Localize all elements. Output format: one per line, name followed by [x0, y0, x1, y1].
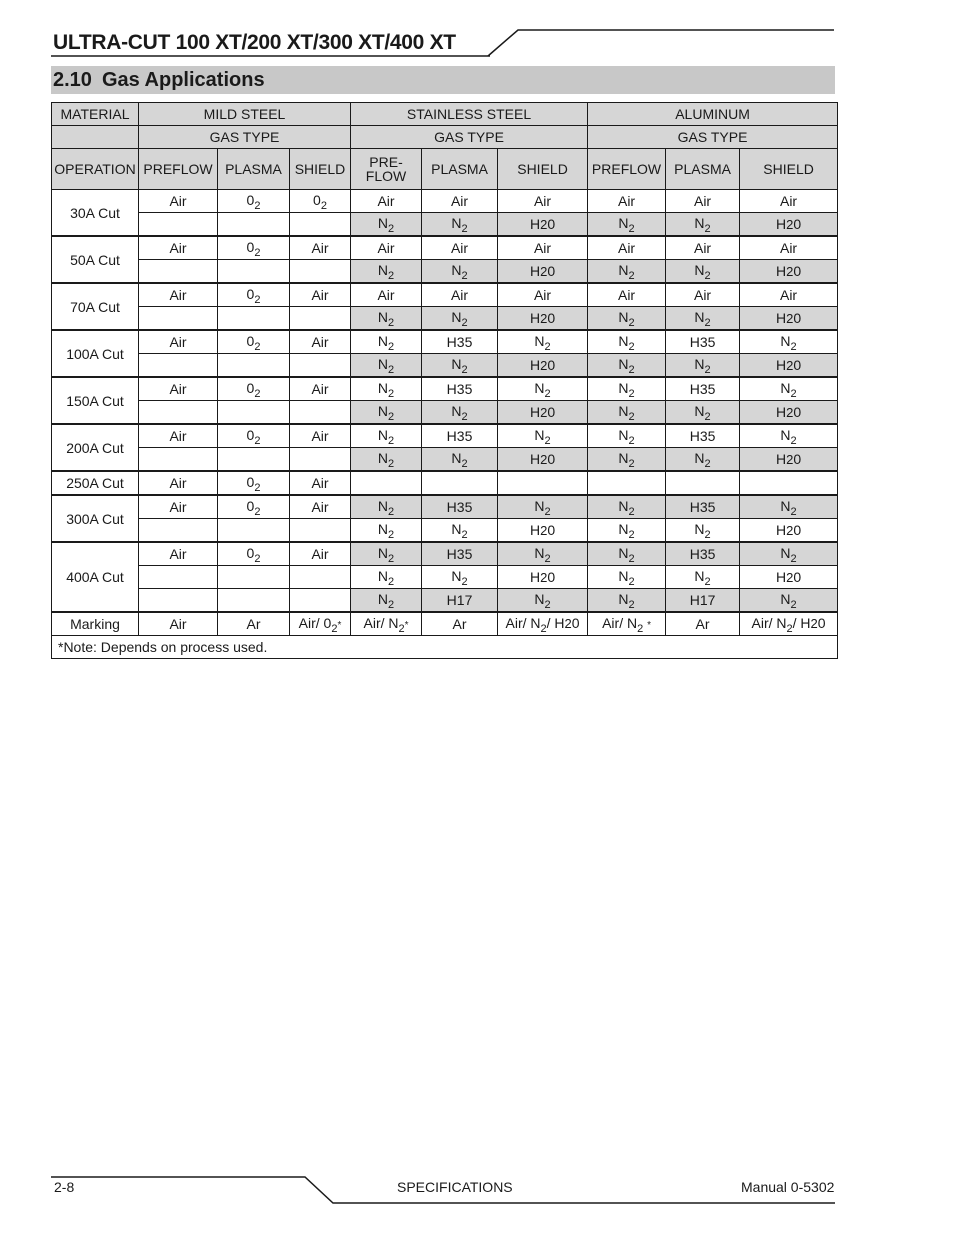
column-header: PLASMA — [218, 149, 290, 190]
column-header: SHIELD — [290, 149, 351, 190]
gas-cell: $N_2$ — [351, 377, 422, 401]
material-aluminum: ALUMINUM — [588, 103, 838, 126]
material-row — [52, 103, 838, 126]
gas-cell: $N_2$ — [351, 589, 422, 613]
gas-cell: $N_2$ — [498, 542, 588, 566]
gas-cell — [290, 448, 351, 472]
gas-cell — [139, 213, 218, 237]
gas-cell: H20 — [498, 401, 588, 425]
gas-cell — [740, 471, 838, 495]
gas-cell: H35 — [422, 495, 498, 519]
gas-cell — [139, 566, 218, 589]
gas-cell: Air/ $N_2/$ H20 — [740, 612, 838, 636]
gas-cell: Air — [139, 542, 218, 566]
gas-cell: $N_2$ — [588, 495, 666, 519]
gas-cell: $N_2$ — [498, 424, 588, 448]
gas-cell: H20 — [498, 448, 588, 472]
gas-cell: $N_2$ — [666, 213, 740, 237]
page-number: 2-8 — [54, 1179, 75, 1195]
gas-cell: Air — [422, 190, 498, 213]
table-row — [52, 495, 838, 519]
column-header: PRE- FLOW — [351, 149, 422, 190]
gas-cell — [139, 448, 218, 472]
section-title: Gas Applications — [101, 69, 265, 91]
gas-cell — [351, 471, 422, 495]
gas-cell: $N_2$ — [588, 401, 666, 425]
gas-cell: H17 — [422, 589, 498, 613]
gas-cell: $N_2$ — [351, 213, 422, 237]
table-row — [52, 354, 838, 378]
gas-cell: Air — [498, 283, 588, 307]
gas-cell: Air — [498, 190, 588, 213]
gas-cell: $N_2$ — [351, 307, 422, 331]
gas-cell — [139, 401, 218, 425]
gas-cell: Air/ $N_2/$ H20 — [498, 612, 588, 636]
gas-cell: Air — [740, 190, 838, 213]
gas-cell: $N_2$ — [351, 495, 422, 519]
material-stainless-steel: STAINLESS STEEL — [351, 103, 588, 126]
footer-section: SPECIFICATIONS — [397, 1179, 513, 1195]
gas-cell: Air — [666, 190, 740, 213]
column-header-row — [52, 149, 838, 190]
gas-cell: $N_2$ — [351, 542, 422, 566]
gas-cell — [498, 471, 588, 495]
gas-cell: H20 — [740, 566, 838, 589]
gas-cell: $N_2$ — [351, 260, 422, 284]
gas-cell: H20 — [740, 213, 838, 237]
gas-cell: H35 — [422, 330, 498, 354]
gas-cell: Air — [139, 377, 218, 401]
gas-cell — [218, 260, 290, 284]
gas-cell: $N_2$ — [740, 424, 838, 448]
gas-cell: $N_2$ — [740, 542, 838, 566]
gas-cell: Air — [351, 236, 422, 260]
table-row — [52, 190, 838, 213]
table-row — [52, 213, 838, 237]
gas-cell: H35 — [422, 377, 498, 401]
operation-cell: 250A Cut — [52, 471, 139, 495]
gas-cell: $N_2$ — [740, 589, 838, 613]
gas-cell: H35 — [422, 542, 498, 566]
table-row — [52, 519, 838, 543]
table-row — [52, 283, 838, 307]
gas-cell: Air — [351, 283, 422, 307]
gas-cell: $0_2$ — [218, 330, 290, 354]
gas-cell: H20 — [498, 213, 588, 237]
gas-cell: $N_2$ — [588, 377, 666, 401]
gas-cell: H20 — [740, 260, 838, 284]
gas-cell: $N_2$ — [740, 495, 838, 519]
gas-cell: $N_2$ — [666, 519, 740, 543]
gas-cell: $N_2$ — [351, 566, 422, 589]
gas-cell — [290, 589, 351, 613]
gas-cell: $N_2$ — [588, 330, 666, 354]
gas-cell: H35 — [666, 424, 740, 448]
gas-cell: Air — [290, 330, 351, 354]
gas-cell: Air — [139, 424, 218, 448]
gas-cell — [139, 589, 218, 613]
table-row — [52, 448, 838, 472]
gas-cell — [290, 213, 351, 237]
gas-cell: $N_2$ — [666, 566, 740, 589]
empty-cell — [52, 126, 139, 149]
gas-cell — [218, 589, 290, 613]
gas-cell: Air — [139, 330, 218, 354]
gas-cell: $N_2$ — [351, 330, 422, 354]
gas-cell: $0_2$ — [218, 283, 290, 307]
gas-cell: $N_2$ — [422, 307, 498, 331]
gas-cell: $N_2$ — [422, 260, 498, 284]
table-row — [52, 612, 838, 636]
gas-cell: $N_2$ — [588, 566, 666, 589]
gas-cell: H20 — [498, 566, 588, 589]
gas-cell: Air — [290, 471, 351, 495]
gas-cell: $N_2$ — [422, 519, 498, 543]
gas-cell — [422, 471, 498, 495]
gas-cell: Air — [740, 236, 838, 260]
gas-cell: $N_2$ — [666, 307, 740, 331]
gas-cell: $N_2$ — [666, 448, 740, 472]
gas-applications-table — [51, 102, 838, 659]
gas-cell: H17 — [666, 589, 740, 613]
table-row — [52, 424, 838, 448]
gas-cell: $N_2$ — [740, 377, 838, 401]
table-body — [52, 190, 838, 636]
gas-cell: Air — [666, 236, 740, 260]
gas-cell: $0_2$ — [218, 471, 290, 495]
gas-cell: Air — [422, 236, 498, 260]
gas-cell — [139, 307, 218, 331]
gas-cell: $N_2$ — [351, 448, 422, 472]
gas-cell: $N_2$ — [422, 354, 498, 378]
gas-cell: Air — [139, 190, 218, 213]
table-row — [52, 589, 838, 613]
gas-cell: H35 — [422, 424, 498, 448]
manual-title: ULTRA-CUT 100 XT/200 XT/300 XT/400 XT — [53, 31, 456, 54]
column-header: PREFLOW — [588, 149, 666, 190]
gas-cell: $N_2$ — [588, 519, 666, 543]
operation-cell: 400A Cut — [52, 542, 139, 612]
gas-cell: H35 — [666, 377, 740, 401]
operation-cell: 50A Cut — [52, 236, 139, 283]
gas-cell: $N_2$ — [588, 542, 666, 566]
gas-cell: $N_2$ — [666, 401, 740, 425]
operation-cell: Marking — [52, 612, 139, 636]
operation-label: OPERATION — [52, 149, 139, 190]
gas-cell: $N_2$ — [588, 589, 666, 613]
gas-cell: Air — [351, 190, 422, 213]
gas-cell — [290, 566, 351, 589]
gas-cell: $N_2$ — [422, 401, 498, 425]
operation-cell: 300A Cut — [52, 495, 139, 542]
gas-cell — [139, 260, 218, 284]
gas-cell: $N_2$ — [588, 213, 666, 237]
table-row — [52, 542, 838, 566]
gas-cell: H20 — [740, 401, 838, 425]
gas-cell: $N_2$ — [351, 354, 422, 378]
gas-cell — [290, 307, 351, 331]
gas-cell: Air — [588, 283, 666, 307]
gas-type-row — [52, 126, 838, 149]
table-row — [52, 330, 838, 354]
gas-cell: Air — [588, 190, 666, 213]
gas-cell: Air — [666, 283, 740, 307]
column-header: SHIELD — [740, 149, 838, 190]
gas-cell: $N_2$ — [498, 589, 588, 613]
gas-cell: $N_2$ — [351, 401, 422, 425]
gas-cell: $N_2$ — [666, 260, 740, 284]
gas-cell: $N_2$ — [588, 354, 666, 378]
gas-cell: Ar — [422, 612, 498, 636]
table-row — [52, 377, 838, 401]
gas-cell — [218, 566, 290, 589]
gas-cell: H35 — [666, 330, 740, 354]
gas-cell: H20 — [498, 307, 588, 331]
table-row — [52, 260, 838, 284]
gas-cell: Air/ $N_2$ * — [588, 612, 666, 636]
gas-cell: $N_2$ — [422, 448, 498, 472]
material-mild-steel: MILD STEEL — [139, 103, 351, 126]
table-note: *Note: Depends on process used. — [52, 636, 838, 659]
section-number: 2.10 — [53, 69, 92, 91]
gas-cell — [218, 519, 290, 543]
gas-cell: Air — [139, 495, 218, 519]
gas-cell: Ar — [666, 612, 740, 636]
table-row — [52, 566, 838, 589]
gas-type-label: GAS TYPE — [139, 126, 351, 149]
gas-cell: H20 — [740, 354, 838, 378]
gas-cell: $N_2$ — [351, 424, 422, 448]
gas-cell — [290, 354, 351, 378]
gas-cell — [290, 519, 351, 543]
gas-cell: $N_2$ — [588, 448, 666, 472]
gas-cell: Air/ $N_2*$ — [351, 612, 422, 636]
gas-cell: $N_2$ — [588, 307, 666, 331]
gas-cell — [290, 260, 351, 284]
operation-cell: 150A Cut — [52, 377, 139, 424]
gas-cell: Air — [498, 236, 588, 260]
gas-cell: H20 — [740, 519, 838, 543]
gas-cell: Ar — [218, 612, 290, 636]
gas-cell: H20 — [498, 354, 588, 378]
gas-cell: Air — [422, 283, 498, 307]
gas-cell: H35 — [666, 542, 740, 566]
gas-cell: $N_2$ — [422, 213, 498, 237]
gas-cell: Air — [290, 283, 351, 307]
table-row — [52, 307, 838, 331]
gas-cell: $N_2$ — [422, 566, 498, 589]
gas-cell — [218, 401, 290, 425]
operation-cell: 200A Cut — [52, 424, 139, 471]
gas-cell: Air — [139, 236, 218, 260]
gas-cell: $N_2$ — [498, 377, 588, 401]
gas-cell: $0_2$ — [218, 190, 290, 213]
gas-cell: H20 — [498, 260, 588, 284]
gas-cell: Air — [139, 612, 218, 636]
table-row — [52, 236, 838, 260]
gas-cell: $N_2$ — [588, 260, 666, 284]
gas-cell — [218, 213, 290, 237]
gas-cell: Air — [290, 542, 351, 566]
column-header: SHIELD — [498, 149, 588, 190]
gas-cell: H20 — [498, 519, 588, 543]
gas-cell: $N_2$ — [351, 519, 422, 543]
gas-cell: Air — [740, 283, 838, 307]
material-label: MATERIAL — [52, 103, 139, 126]
column-header: PREFLOW — [139, 149, 218, 190]
gas-cell: $0_2$ — [218, 424, 290, 448]
gas-cell: Air — [139, 471, 218, 495]
gas-cell — [139, 354, 218, 378]
gas-cell: H35 — [666, 495, 740, 519]
gas-cell: $N_2$ — [498, 330, 588, 354]
gas-cell: Air — [290, 236, 351, 260]
operation-cell: 30A Cut — [52, 190, 139, 237]
gas-cell — [666, 471, 740, 495]
gas-cell: Air — [588, 236, 666, 260]
column-header: PLASMA — [422, 149, 498, 190]
gas-type-label: GAS TYPE — [351, 126, 588, 149]
table-row — [52, 471, 838, 495]
gas-cell: H20 — [740, 307, 838, 331]
gas-cell: $0_2$ — [218, 495, 290, 519]
gas-cell: $0_2$ — [218, 377, 290, 401]
note-row — [52, 636, 838, 659]
gas-cell — [218, 448, 290, 472]
gas-cell: Air — [139, 283, 218, 307]
gas-type-label: GAS TYPE — [588, 126, 838, 149]
gas-cell — [290, 401, 351, 425]
gas-cell: Air — [290, 377, 351, 401]
gas-cell: $N_2$ — [740, 330, 838, 354]
gas-cell — [588, 471, 666, 495]
gas-cell — [139, 519, 218, 543]
gas-cell: $N_2$ — [498, 495, 588, 519]
gas-cell: $N_2$ — [666, 354, 740, 378]
gas-cell: $0_2$ — [218, 236, 290, 260]
gas-cell: $0_2$ — [218, 542, 290, 566]
column-header: PLASMA — [666, 149, 740, 190]
gas-cell — [218, 307, 290, 331]
gas-cell — [218, 354, 290, 378]
section-heading — [53, 66, 265, 94]
gas-cell: H20 — [740, 448, 838, 472]
manual-number: Manual 0-5302 — [741, 1179, 835, 1195]
operation-cell: 70A Cut — [52, 283, 139, 330]
gas-cell: $0_2$ — [290, 190, 351, 213]
gas-cell: Air — [290, 424, 351, 448]
table-row — [52, 401, 838, 425]
gas-cell: Air/ $0_2*$ — [290, 612, 351, 636]
gas-cell: Air — [290, 495, 351, 519]
gas-cell: $N_2$ — [588, 424, 666, 448]
operation-cell: 100A Cut — [52, 330, 139, 377]
